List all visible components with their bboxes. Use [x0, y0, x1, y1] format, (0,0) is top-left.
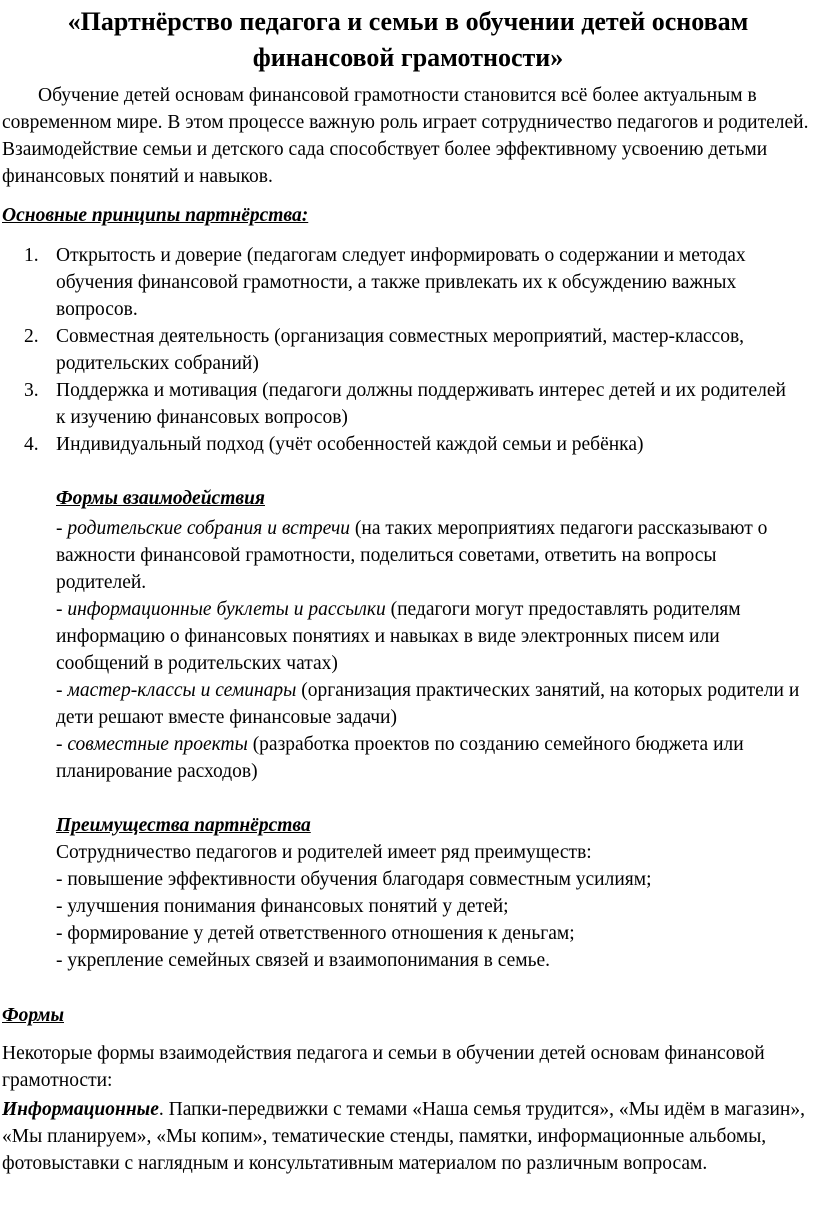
advantage-item: - укрепление семейных связей и взаимопонимания в семье.: [56, 950, 551, 971]
list-item: [0, 323, 800, 377]
list-number: 1.: [24, 245, 39, 266]
list-number: 2.: [24, 326, 39, 347]
forms-heading: Формы: [2, 1005, 64, 1026]
info-text: . Папки-передвижки с темами «Наша семья трудится», «Мы идём в магазин», «Мы планируем», «Мы копим», тематические стенды, памятки, информационные альбомы, фотовыставки с наглядным и консультативным материалом по различным вопросам.: [2, 1099, 805, 1174]
advantage-item: - улучшения понимания финансовых понятий у детей;: [56, 896, 509, 917]
list-number: 4.: [24, 434, 39, 455]
page-title: [0, 4, 816, 76]
advantages-heading: Преимущества партнёрства: [56, 815, 311, 836]
item-term: родительские собрания и встречи: [67, 518, 351, 539]
list-number: 3.: [24, 380, 39, 401]
list-item-text: Открытость и доверие (педагогам следует информировать о содержании и методах обучения финансовой грамотности, а также привлекать их к обсуждению важных вопросов.: [56, 245, 746, 320]
title-line-2: финансовой грамотности»: [252, 43, 564, 72]
interaction-heading: Формы взаимодействия: [56, 488, 265, 509]
list-item-text: Индивидуальный подход (учёт особенностей каждой семьи и ребёнка): [56, 434, 644, 455]
item-term: совместные проекты: [67, 734, 248, 755]
item-term: информационные буклеты и рассылки: [67, 599, 386, 620]
item-dash: -: [56, 518, 68, 539]
advantage-item: - повышение эффективности обучения благодаря совместным усилиям;: [56, 869, 652, 890]
principles-heading: Основные принципы партнёрства:: [2, 205, 309, 226]
item-text: (разработка проектов по созданию семейного бюджета или планирование расходов): [56, 734, 744, 782]
item-text: (на таких мероприятиях педагоги рассказывают о важности финансовой грамотности, поделиться советами, ответить на вопросы родителей.: [56, 518, 768, 593]
info-paragraph: [2, 1096, 810, 1177]
advantages-section: [56, 812, 806, 974]
item-dash: -: [56, 680, 68, 701]
interaction-item: [56, 731, 806, 785]
item-dash: -: [56, 734, 68, 755]
list-item: [0, 242, 800, 323]
list-item-text: Совместная деятельность (организация совместных мероприятий, мастер-классов, родительских собраний): [56, 326, 745, 374]
info-term: Информационные: [2, 1099, 159, 1120]
interaction-item: [56, 515, 806, 596]
advantage-item: - формирование у детей ответственного отношения к деньгам;: [56, 923, 575, 944]
principles-list: [0, 242, 800, 458]
item-text: (организация практических занятий, на которых родители и дети решают вместе финансовые задачи): [56, 680, 800, 728]
title-line-1: «Партнёрство педагога и семьи в обучении детей основам: [67, 7, 749, 36]
item-dash: -: [56, 599, 68, 620]
forms-intro: Некоторые формы взаимодействия педагога и семьи в обучении детей основам финансовой грамотности:: [2, 1043, 765, 1091]
list-item: [0, 377, 800, 431]
item-text: (педагоги могут предоставлять родителям информацию о финансовых понятиях и навыках в виде электронных писем или сообщений в родительских чатах): [56, 599, 741, 674]
interaction-item: [56, 596, 806, 677]
interaction-section: [56, 485, 806, 785]
list-item: [0, 431, 800, 458]
intro-paragraph: Обучение детей основам финансовой грамотности становится всё более актуальным в современном мире. В этом процессе важную роль играет сотрудничество педагогов и родителей. Взаимодействие семьи и детского сада способствует более эффективному усвоению детьми финансовых понятий и навыков.: [2, 85, 809, 187]
item-term: мастер-классы и семинары: [67, 680, 297, 701]
interaction-item: [56, 677, 806, 731]
list-item-text: Поддержка и мотивация (педагоги должны поддерживать интерес детей и их родителей к изучению финансовых вопросов): [56, 380, 786, 428]
advantages-intro: Сотрудничество педагогов и родителей имеет ряд преимуществ:: [56, 842, 592, 863]
